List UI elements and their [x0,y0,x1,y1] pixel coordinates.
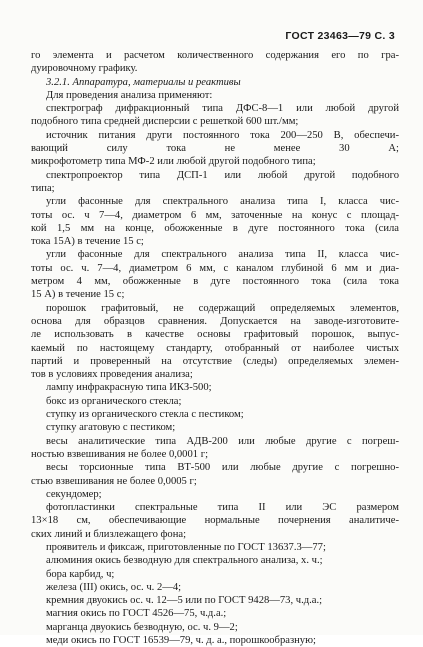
text-line: каемый по настоящему стандарту, отобранный от наиболее чистых [31,342,399,354]
text-line: тоты ос. ч 7—4, диаметром 6 мм, заточенные на конус с площад- [31,209,399,221]
text-line: ступку агатовую с пестиком; [46,422,176,434]
text-line: порошок графитовый, не содержащий определяемых элементов, [46,302,399,314]
text-line: ле использовать в качестве основы графитовый порошок, выпус- [31,329,399,341]
body-text [31,49,399,647]
text-line: угли фасонные для спектрального анализа типа I, класса чис- [46,196,399,208]
text-line: ских линий и близлежащего фона; [31,528,187,540]
text-line: типа; [31,182,55,194]
text-line: проявитель и фиксаж, приготовленные по ГОСТ 13637.3—77; [46,541,326,553]
text-line: Для проведения анализа применяют: [46,89,213,101]
text-line: тоты ос. ч. 7—4, диаметром 6 мм, с каналом глубиной 6 мм и диа- [31,262,399,274]
text-line: бокс из органического стекла; [46,395,182,407]
text-line: тока 15А) в течение 15 с; [31,236,144,248]
text-line: тов в условиях проведения анализа; [31,369,193,381]
text-line: спектрограф дифракционный типа ДФС-8—1 или любой другой [46,103,399,115]
text-line: магния окись по ГОСТ 4526—75, ч.д.а.; [46,608,227,620]
text-line: секундомер; [46,488,102,500]
text-line: стью взвешивания не более 0,0005 г; [31,475,197,487]
text-line: микрофотометр типа МФ-2 или любой другой подобного типа; [31,156,316,168]
text-line: 15 А) в течение 15 с; [31,289,125,301]
text-line: спектропроектор типа ДСП-1 или любой другой подобного [46,169,399,181]
text-line: лампу инфракрасную типа ИКЗ-500; [46,382,212,394]
text-line: вающий силу тока не менее 30 А; [31,143,399,155]
text-line: угли фасонные для спектрального анализа типа II, класса чис- [46,249,399,261]
page-header [285,30,395,42]
text-line: 3.2.1. Аппаратура, материалы и реактивы [46,76,241,88]
text-line: весы торсионные типа ВТ-500 или любые другие с погрешно- [46,462,399,474]
text-line: дуировочному графику. [31,63,138,75]
text-line: кой 1,5 мм на конце, обожженные в дуге постоянного тока (сила [31,222,399,234]
text-line: источник питания други постоянного тока 200—250 В, обеспечи- [46,129,399,141]
text-line: фотопластинки спектральные типа II или ЭС размером [46,502,399,514]
text-line: бора карбид, ч; [46,568,115,580]
text-line: железа (III) окись, ос. ч. 2—4; [46,581,182,593]
text-line: алюминия окись безводную для спектрального анализа, х. ч.; [46,555,323,567]
text-line: марганца двуокись безводную, ос. ч. 9—2; [46,621,238,633]
page-number: С. 3 [374,30,395,42]
text-line: 13×18 см, обеспечивающие нормальные почернения аналитиче- [31,515,399,527]
text-line: партий и проверенный на отсутствие (следы) определяемых элемен- [31,355,399,367]
text-line: кремния двуокись ос. ч. 12—5 или по ГОСТ 9428—73, ч.д.а.; [46,595,323,607]
text-line: весы аналитические типа АДВ-200 или любые другие с погреш- [46,435,399,447]
text-line: го элемента и расчетом количественного содержания его по гра- [31,50,399,61]
text-line: основа для образцов сравнения. Допускается на заводе-изготовите- [31,315,399,327]
text-line: метром 4 мм, обожженные в дуге постоянного тока (сила тока [31,276,399,288]
text-line: подобного типа средней дисперсии с решеткой 600 шт./мм; [31,116,299,128]
standard-number: ГОСТ 23463—79 [285,30,372,42]
text-line: меди окись по ГОСТ 16539—79, ч. д. а., порошкообразную; [46,635,316,647]
text-line: ступку из органического стекла с пестиком; [46,409,244,421]
text-line: ностью взвешивания не более 0,0001 г; [31,448,209,460]
